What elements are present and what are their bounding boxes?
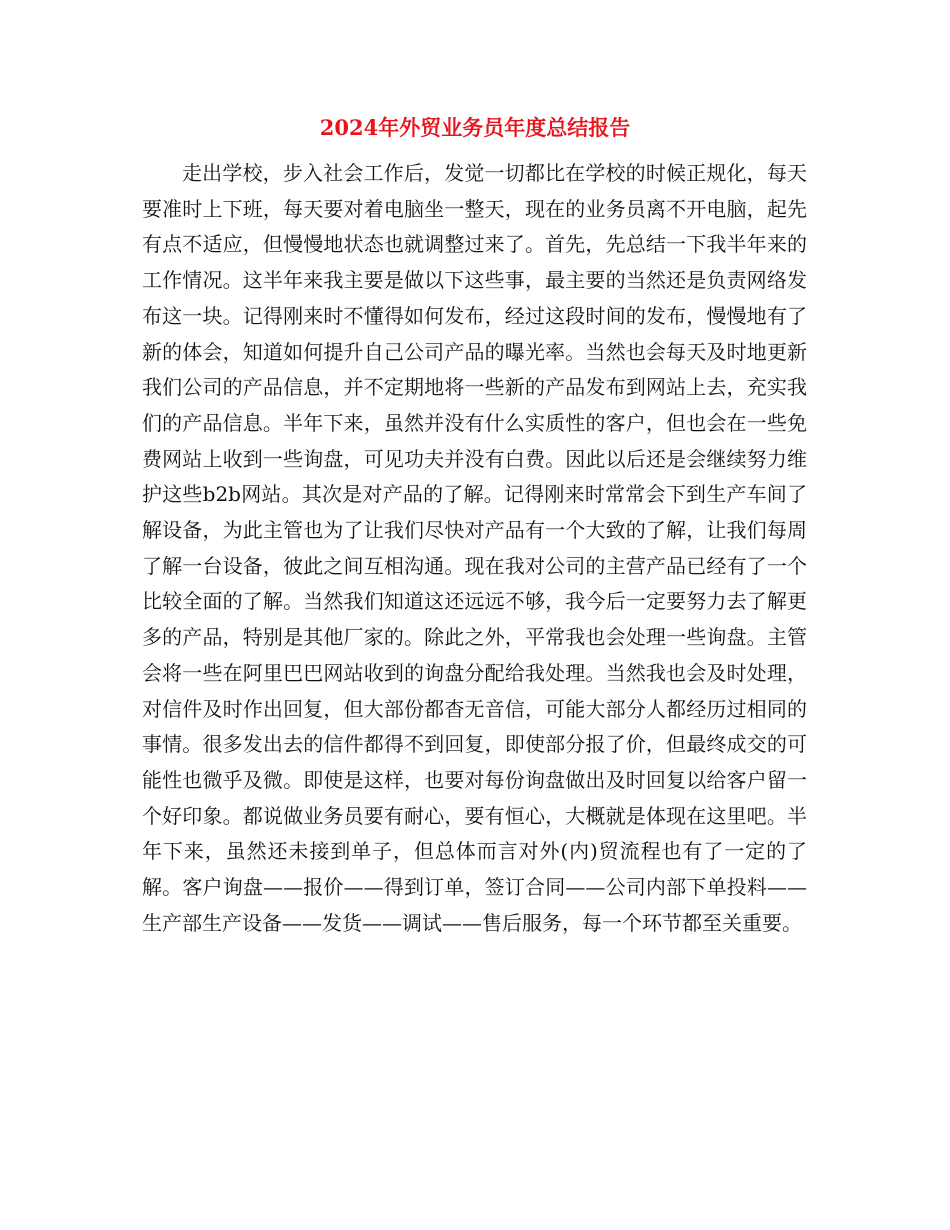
body-paragraph: 走出学校，步入社会工作后，发觉一切都比在学校的时候正规化，每天要准时上下班，每天要对着电脑坐一整天，现在的业务员离不开电脑，起先有点不适应，但慢慢地状态也就调整过来了。首先，先总结一下我半年来的工作情况。这半年来我主要是做以下这些事，最主要的当然还是负责网络发布这一块。记得刚来时不懂得如何发布，经过这段时间的发布，慢慢地有了新的体会，知道如何提升自己公司产品的曝光率。当然也会每天及时地更新我们公司的产品信息，并不定期地将一些新的产品发布到网站上去，充实我们的产品信息。半年下来，虽然并没有什么实质性的客户，但也会在一些免费网站上收到一些询盘，可见功夫并没有白费。因此以后还是会继续努力维护这些b2b网站。其次是对产品的了解。记得刚来时常常会下到生产车间了解设备，为此主管也为了让我们尽快对产品有一个大致的了解，让我们每周了解一台设备，彼此之间互相沟通。现在我对公司的主营产品已经有了一个比较全面的了解。当然我们知道这还远远不够，我今后一定要努力去了解更多的产品，特别是其他厂家的。除此之外，平常我也会处理一些询盘。主管会将一些在阿里巴巴网站收到的询盘分配给我处理。当然我也会及时处理，对信件及时作出回复，但大部份都杳无音信，可能大部分人都经历过相同的事情。很多发出去的信件都得不到回复，即使部分报了价，但最终成交的可能性也微乎及微。即使是这样，也要对每份询盘做出及时回复以给客户留一个好印象。都说做业务员要有耐心，要有恒心，大概就是体现在这里吧。半年下来，虽然还未接到单子，但总体而言对外(内)贸流程也有了一定的了解。客户询盘——报价——得到订单，签订合同——公司内部下单投料——生产部生产设备——发货——调试——售后服务，每一个环节都至关重要。	[142, 161, 807, 935]
document-title: 2024年外贸业务员年度总结报告	[319, 115, 631, 140]
